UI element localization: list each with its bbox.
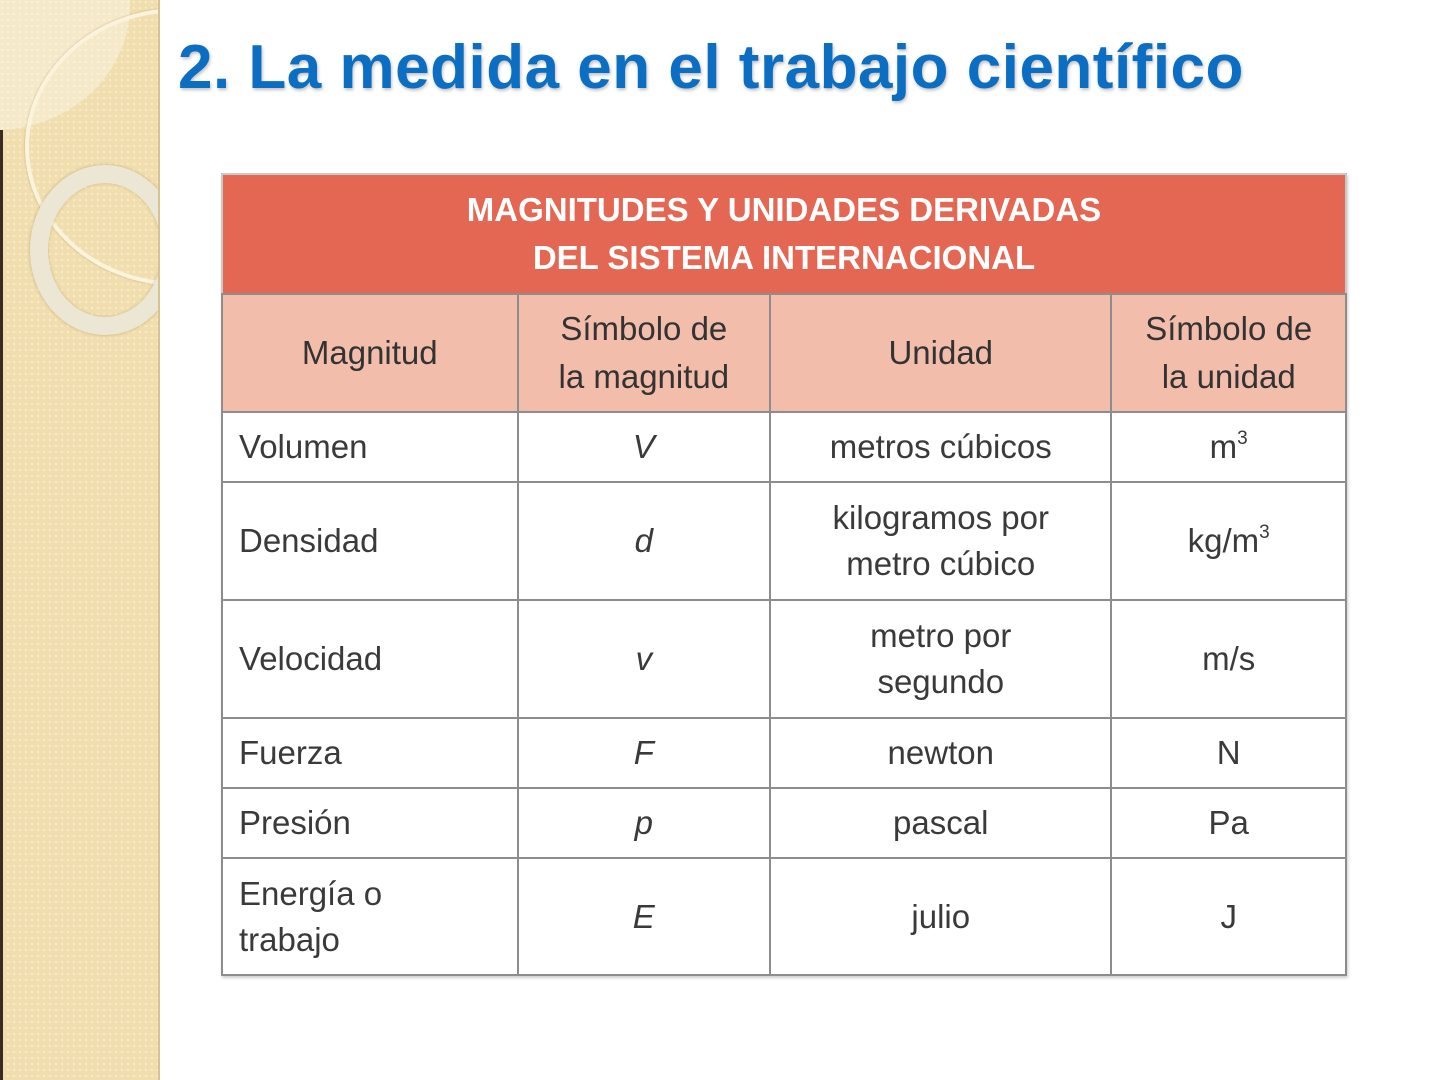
sidebar-edge [0, 130, 3, 1080]
cell-magnitud [222, 412, 518, 482]
cell-unidad-simbolo [1111, 718, 1346, 788]
decorative-sidebar [0, 0, 160, 1080]
cell-text: trabajo [239, 920, 340, 958]
table-row [222, 600, 1346, 718]
cell-text: Presión [239, 804, 351, 841]
cell-text: p [634, 804, 653, 841]
cell-unidad-simbolo [1111, 600, 1346, 718]
table-header-row [222, 294, 1346, 412]
cell-unidad-simbolo [1111, 858, 1346, 975]
header-unidad-label: Unidad [888, 334, 994, 371]
cell-text: metro por [870, 617, 1012, 654]
table-row [222, 858, 1346, 975]
cell-simbolo [518, 858, 771, 975]
table-caption-row [222, 174, 1346, 294]
header-unidad [770, 294, 1111, 412]
cell-text: v [635, 640, 653, 677]
superscript: 3 [1259, 522, 1270, 543]
table-row [222, 718, 1346, 788]
cell-unidad-simbolo [1111, 412, 1346, 482]
cell-text: Energía o [239, 874, 383, 912]
cell-text: E [632, 897, 655, 935]
cell-text: m [1209, 428, 1238, 465]
slide-title: 2. La medida en el trabajo científico [178, 33, 1244, 102]
cell-unidad [770, 412, 1111, 482]
cell-text: segundo [877, 663, 1005, 700]
header-label-line: Símbolo de [1145, 310, 1313, 347]
cell-text: d [634, 522, 653, 559]
cell-simbolo [518, 600, 771, 718]
cell-text: metro cúbico [846, 545, 1036, 582]
cell-simbolo [518, 412, 771, 482]
cell-text: metros cúbicos [829, 428, 1052, 465]
cell-text: F [633, 734, 654, 771]
superscript: 3 [1237, 428, 1248, 449]
cell-text: N [1216, 734, 1241, 771]
cell-magnitud [222, 600, 518, 718]
cell-text: Volumen [239, 428, 368, 465]
table-row [222, 788, 1346, 858]
cell-text: m/s [1202, 640, 1256, 677]
table-caption [222, 174, 1346, 294]
cell-unidad-simbolo [1111, 482, 1346, 600]
table-row [222, 412, 1346, 482]
header-label-line: la magnitud [558, 358, 730, 395]
cell-text: V [632, 428, 655, 465]
cell-text: pascal [893, 804, 989, 841]
cell-text: Densidad [239, 522, 379, 559]
cell-text: Fuerza [239, 734, 342, 771]
caption-line-1: MAGNITUDES Y UNIDADES DERIVADAS [466, 191, 1102, 228]
cell-magnitud [222, 718, 518, 788]
derived-units-table [221, 173, 1347, 976]
header-magnitud-label: Magnitud [301, 334, 438, 371]
cell-text: kilogramos por [832, 499, 1049, 536]
cell-unidad [770, 600, 1111, 718]
header-simbolo-magnitud [518, 294, 771, 412]
cell-text: julio [911, 897, 971, 935]
cell-text: J [1220, 897, 1237, 935]
cell-unidad [770, 718, 1111, 788]
header-simbolo-unidad [1111, 294, 1346, 412]
cell-unidad [770, 482, 1111, 600]
cell-simbolo [518, 788, 771, 858]
cell-simbolo [518, 482, 771, 600]
caption-line-2: DEL SISTEMA INTERNACIONAL [532, 239, 1036, 276]
table-row [222, 482, 1346, 600]
cell-magnitud [222, 788, 518, 858]
header-magnitud [222, 294, 518, 412]
cell-unidad [770, 858, 1111, 975]
header-label-line: la unidad [1161, 358, 1296, 395]
cell-text: Velocidad [239, 640, 383, 677]
cell-text: kg/m [1187, 522, 1260, 559]
cell-magnitud [222, 482, 518, 600]
cell-unidad-simbolo [1111, 788, 1346, 858]
header-label-line: Símbolo de [560, 310, 728, 347]
cell-text: newton [887, 734, 994, 771]
cell-magnitud [222, 858, 518, 975]
cell-simbolo [518, 718, 771, 788]
cell-unidad [770, 788, 1111, 858]
cell-text: Pa [1208, 804, 1249, 841]
